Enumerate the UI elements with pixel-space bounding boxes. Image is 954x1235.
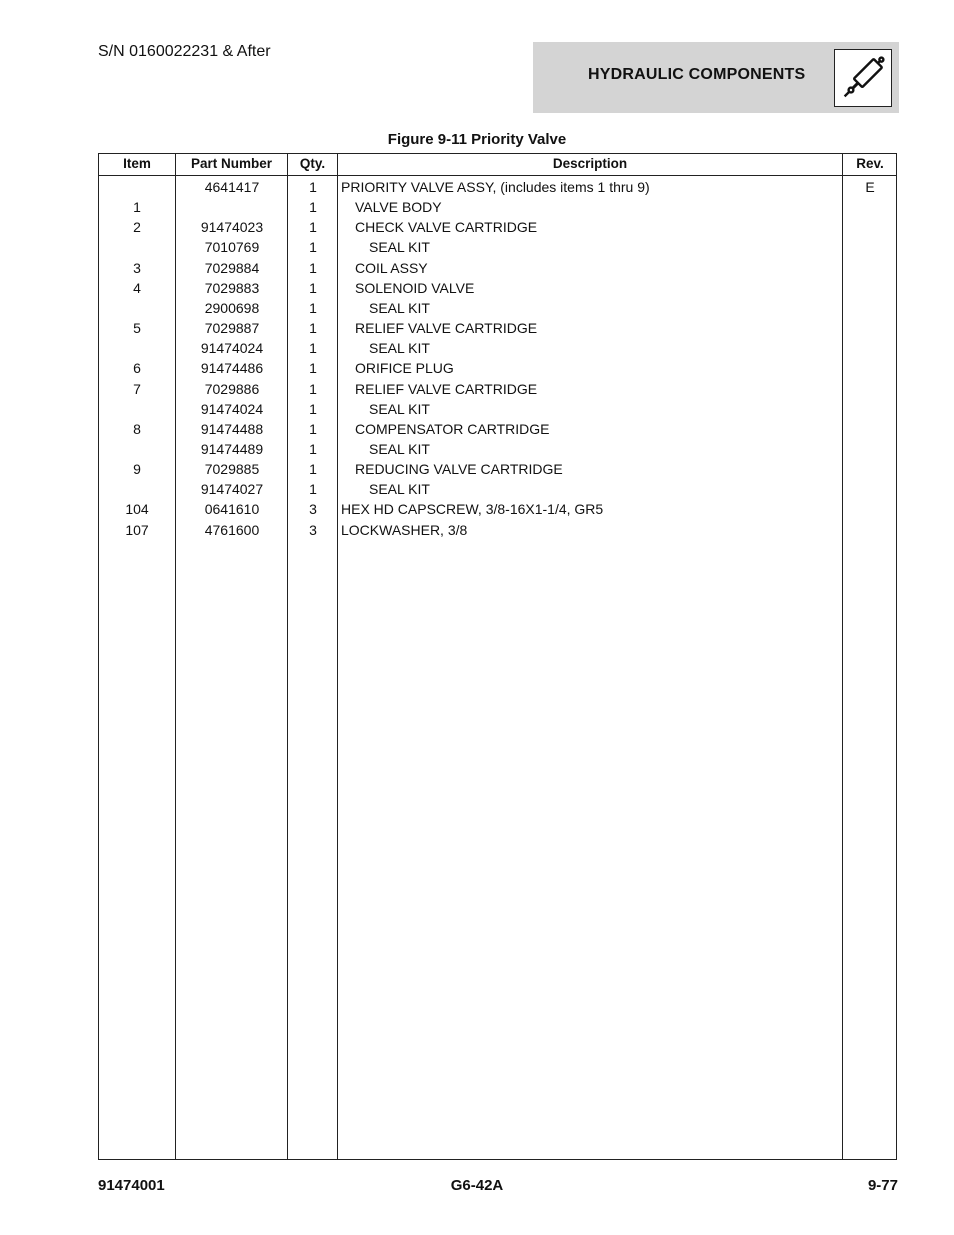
qty-cell: 1 xyxy=(309,461,317,478)
table-row xyxy=(99,217,896,237)
item-cell: 2 xyxy=(133,219,141,236)
hydraulic-cylinder-icon xyxy=(834,49,892,107)
qty-cell: 1 xyxy=(309,219,317,236)
qty-cell: 1 xyxy=(309,279,317,296)
description-cell: CHECK VALVE CARTRIDGE xyxy=(355,219,538,236)
item-cell: 6 xyxy=(133,360,141,377)
item-cell: 107 xyxy=(125,521,149,538)
part-number-cell: 4641417 xyxy=(204,179,260,195)
description-cell: RELIEF VALVE CARTRIDGE xyxy=(355,380,538,397)
footer-document-number: 91474001 xyxy=(98,1177,165,1194)
description-cell: PRIORITY VALVE ASSY, (includes items 1 thru 9) xyxy=(341,179,650,195)
part-number-cell: 91474488 xyxy=(200,420,264,437)
description-cell: VALVE BODY xyxy=(355,199,442,216)
item-cell: 3 xyxy=(133,259,141,276)
item-cell: 7 xyxy=(133,380,141,397)
table-row xyxy=(99,177,896,197)
qty-cell: 1 xyxy=(309,199,317,216)
qty-cell: 3 xyxy=(309,501,317,518)
column-header-item: Item xyxy=(123,156,151,171)
description-cell: REDUCING VALVE CARTRIDGE xyxy=(355,461,563,478)
part-number-cell: 7029883 xyxy=(204,279,260,296)
qty-cell: 3 xyxy=(309,521,317,538)
table-row xyxy=(99,358,896,378)
qty-cell: 1 xyxy=(309,299,317,316)
table-row xyxy=(99,318,896,338)
column-header-description: Description xyxy=(552,156,628,171)
figure-title: Figure 9-11 Priority Valve xyxy=(387,131,567,148)
description-cell: SOLENOID VALVE xyxy=(355,279,475,296)
item-cell: 8 xyxy=(133,420,141,437)
table-row xyxy=(99,399,896,419)
description-cell: LOCKWASHER, 3/8 xyxy=(341,521,468,538)
description-cell: ORIFICE PLUG xyxy=(355,360,454,377)
rev-cell: E xyxy=(865,179,875,195)
qty-cell: 1 xyxy=(309,360,317,377)
item-cell: 9 xyxy=(133,461,141,478)
description-cell: SEAL KIT xyxy=(369,440,430,457)
table-row xyxy=(99,197,896,217)
table-row xyxy=(99,499,896,519)
part-number-cell: 2900698 xyxy=(204,299,260,316)
table-row xyxy=(99,479,896,499)
table-row xyxy=(99,379,896,399)
description-cell: SEAL KIT xyxy=(369,400,430,417)
part-number-cell: 7010769 xyxy=(204,239,260,256)
qty-cell: 1 xyxy=(309,340,317,357)
description-cell: SEAL KIT xyxy=(369,481,430,498)
part-number-cell: 4761600 xyxy=(204,521,260,538)
section-banner xyxy=(533,42,899,113)
item-cell: 5 xyxy=(133,320,141,337)
footer-model: G6-42A xyxy=(450,1177,504,1194)
item-cell: 1 xyxy=(133,199,141,216)
part-number-cell: 91474486 xyxy=(200,360,264,377)
description-cell: COMPENSATOR CARTRIDGE xyxy=(355,420,550,437)
item-cell: 4 xyxy=(133,279,141,296)
part-number-cell: 7029884 xyxy=(204,259,260,276)
parts-table xyxy=(98,153,897,1160)
part-number-cell: 7029885 xyxy=(204,461,260,478)
qty-cell: 1 xyxy=(309,259,317,276)
description-cell: HEX HD CAPSCREW, 3/8-16X1-1/4, GR5 xyxy=(341,501,604,518)
item-cell: 104 xyxy=(125,501,149,518)
part-number-cell: 7029886 xyxy=(204,380,260,397)
qty-cell: 1 xyxy=(309,239,317,256)
qty-cell: 1 xyxy=(309,440,317,457)
table-row xyxy=(99,338,896,358)
column-header-part-number: Part Number xyxy=(190,156,273,171)
table-row xyxy=(99,520,896,540)
column-header-qty: Qty. xyxy=(299,156,326,171)
description-cell: SEAL KIT xyxy=(369,340,430,357)
part-number-cell: 91474024 xyxy=(200,340,264,357)
serial-number-range: S/N 0160022231 & After xyxy=(98,43,271,60)
table-row xyxy=(99,439,896,459)
description-cell: RELIEF VALVE CARTRIDGE xyxy=(355,320,538,337)
part-number-cell: 91474489 xyxy=(200,440,264,457)
table-row xyxy=(99,459,896,479)
part-number-cell: 91474024 xyxy=(200,400,264,417)
table-row xyxy=(99,419,896,439)
qty-cell: 1 xyxy=(309,400,317,417)
part-number-cell: 91474023 xyxy=(200,219,264,236)
qty-cell: 1 xyxy=(309,420,317,437)
description-cell: SEAL KIT xyxy=(369,239,430,256)
table-row xyxy=(99,258,896,278)
qty-cell: 1 xyxy=(309,320,317,337)
table-row xyxy=(99,237,896,257)
footer-page-number: 9-77 xyxy=(867,1177,898,1194)
description-cell: SEAL KIT xyxy=(369,299,430,316)
part-number-cell: 0641610 xyxy=(204,501,260,518)
description-cell: COIL ASSY xyxy=(355,259,428,276)
table-row xyxy=(99,278,896,298)
part-number-cell: 7029887 xyxy=(204,320,260,337)
part-number-cell: 91474027 xyxy=(200,481,264,498)
qty-cell: 1 xyxy=(309,380,317,397)
column-header-rev: Rev. xyxy=(856,156,884,171)
table-row xyxy=(99,298,896,318)
qty-cell: 1 xyxy=(309,481,317,498)
qty-cell: 1 xyxy=(309,179,317,195)
header-divider xyxy=(99,175,896,176)
section-title: HYDRAULIC COMPONENTS xyxy=(588,66,806,83)
